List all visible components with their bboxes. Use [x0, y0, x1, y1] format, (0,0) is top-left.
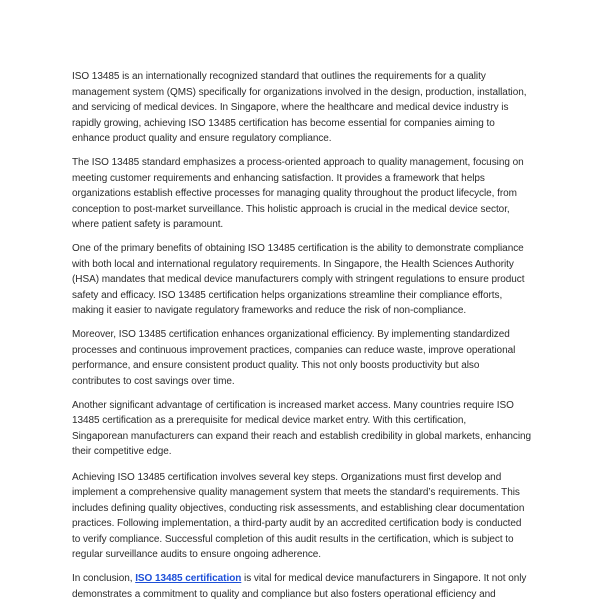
text-line: demonstrates a commitment to quality and compliance but also fosters operational efficiency and — [72, 588, 496, 600]
text-line — [72, 571, 542, 587]
text-line: with both local and international regulatory requirements. In Singapore, the Health Sciences Authority — [72, 258, 514, 270]
text-line: safety and efficacy. ISO 13485 certification helps organizations streamline their compliance efforts, — [72, 289, 503, 301]
text-line: contributes to cost savings over time. — [72, 375, 235, 387]
text-line: conception to post-market surveillance. This holistic approach is crucial in the medical device sector, — [72, 203, 510, 215]
text-line: ISO 13485 is an internationally recognized standard that outlines the requirements for a quality — [72, 71, 486, 82]
conclusion-paragraph — [72, 571, 542, 602]
text-line: The ISO 13485 standard emphasizes a process-oriented approach to quality management, focusing on — [72, 157, 524, 168]
text-line: Another significant advantage of certification is increased market access. Many countries require ISO — [72, 399, 514, 411]
text-line: to verify compliance. Successful completion of this audit results in the certification, which is subject to — [72, 533, 514, 545]
text-line: Moreover, ISO 13485 certification enhances organizational efficiency. By implementing standardized — [72, 329, 510, 340]
text-line: organizations establish effective processes for managing quality throughout the product lifecycle, from — [72, 188, 517, 199]
paragraph — [72, 69, 542, 147]
text-line: meeting customer requirements and enhancing satisfaction. It provides a framework that helps — [72, 172, 485, 184]
text-line: Achieving ISO 13485 certification involves several key steps. Organizations must first develop and — [72, 471, 502, 483]
text-line: management system (QMS) specifically for organizations involved in the design, production, installation, — [72, 86, 527, 98]
text-line: One of the primary benefits of obtaining ISO 13485 certification is the ability to demonstrate compliance — [72, 243, 524, 254]
text-line: and servicing of medical devices. In Singapore, where the healthcare and medical device industry is — [72, 102, 509, 113]
text-line: performance, and ensure consistent product quality. This not only boosts productivity but also — [72, 360, 480, 371]
paragraph — [72, 470, 542, 563]
conclusion-suffix: is vital for medical device manufacturers in Singapore. It not only — [241, 573, 527, 584]
text-line: (HSA) mandates that medical device manufacturers comply with stringent regulations to ensure product — [72, 274, 525, 285]
paragraph — [72, 398, 542, 460]
iso-13485-certification-link[interactable]: ISO 13485 certification — [135, 573, 242, 584]
document-body — [72, 69, 542, 611]
text-line: regular surveillance audits to ensure ongoing adherence. — [72, 549, 322, 560]
text-line: 13485 certification as a prerequisite for medical device market entry. With this certification, — [72, 415, 467, 426]
conclusion-prefix: In conclusion, — [72, 573, 136, 584]
text-line: making it easier to navigate regulatory frameworks and reduce the risk of non-compliance. — [72, 305, 467, 316]
paragraph — [72, 327, 542, 389]
text-line: Singaporean manufacturers can expand their reach and establish credibility in global markets, enhancing — [72, 430, 532, 442]
text-line: rapidly growing, achieving ISO 13485 certification has become essential for companies aiming to — [72, 117, 495, 129]
paragraph — [72, 241, 542, 319]
text-line: their competitive edge. — [72, 446, 172, 457]
text-line: practices. Following implementation, a third-party audit by an accredited certification body is conducted — [72, 518, 522, 529]
paragraph — [72, 155, 542, 233]
text-line: includes defining quality objectives, conducting risk assessments, and establishing clear documentation — [72, 502, 525, 514]
text-line: implement a comprehensive quality management system that meets the standard’s requirements. This — [72, 487, 520, 498]
text-line: enhance product quality and ensure regulatory compliance. — [72, 133, 332, 144]
text-line: processes and continuous improvement practices, companies can reduce waste, improve operational — [72, 344, 516, 356]
text-line: where patient safety is paramount. — [72, 219, 224, 230]
